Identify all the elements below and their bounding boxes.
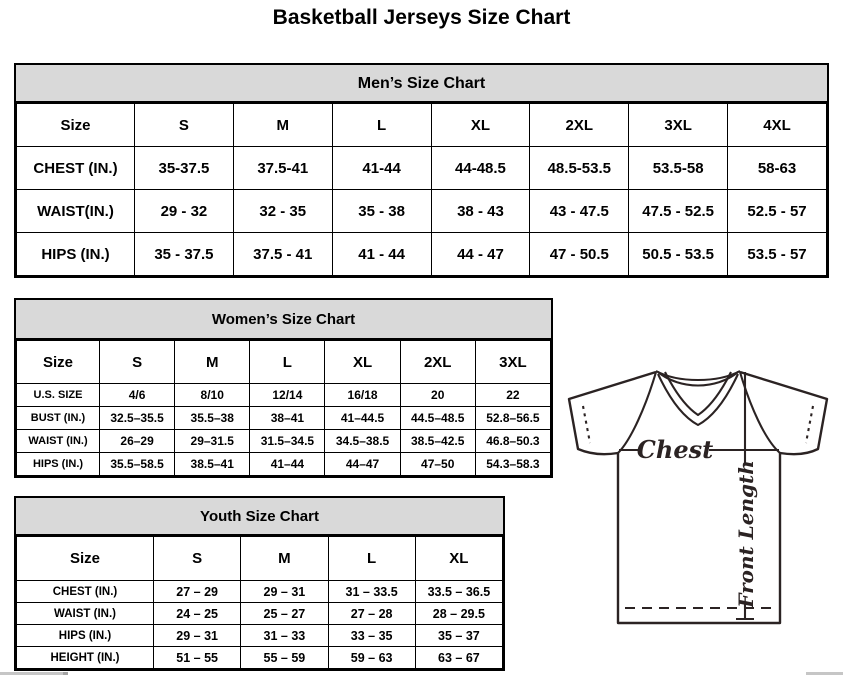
- measurement-value-cell: 47 - 50.5: [530, 233, 629, 276]
- measurement-value-cell: 48.5-53.5: [530, 147, 629, 190]
- measurement-value-cell: 41–44: [250, 453, 325, 476]
- measurement-row: [17, 430, 551, 453]
- measurement-value-cell: 33 – 35: [328, 625, 415, 647]
- measurement-value-cell: 31 – 33: [241, 625, 328, 647]
- size-column-header: 2XL: [530, 104, 629, 147]
- measurement-value-cell: 44 - 47: [431, 233, 530, 276]
- measurement-value-cell: 38.5–41: [175, 453, 250, 476]
- measurement-value-cell: 4/6: [100, 384, 175, 407]
- measurement-value-cell: 44-48.5: [431, 147, 530, 190]
- womens-size-chart-title: Women’s Size Chart: [16, 300, 551, 340]
- measurement-row-label: BUST (IN.): [17, 407, 100, 430]
- measurement-value-cell: 32 - 35: [233, 190, 332, 233]
- size-column-header: L: [250, 341, 325, 384]
- measurement-row-label: WAIST (IN.): [17, 430, 100, 453]
- measurement-value-cell: 35-37.5: [135, 147, 234, 190]
- measurement-value-cell: 47–50: [400, 453, 475, 476]
- horizontal-scrollbar-fragment-right[interactable]: [806, 672, 843, 675]
- measurement-value-cell: 38.5–42.5: [400, 430, 475, 453]
- size-column-header: 2XL: [400, 341, 475, 384]
- measurement-value-cell: 31.5–34.5: [250, 430, 325, 453]
- measurement-value-cell: 33.5 – 36.5: [415, 581, 502, 603]
- measurement-value-cell: 29 – 31: [154, 625, 241, 647]
- measurement-row: [17, 603, 503, 625]
- measurement-value-cell: 43 - 47.5: [530, 190, 629, 233]
- measurement-row-label: HIPS (IN.): [17, 233, 135, 276]
- mens-size-chart-title: Men’s Size Chart: [16, 65, 827, 103]
- left-cuff-stitch-dashed: [583, 406, 590, 443]
- measurement-value-cell: 16/18: [325, 384, 400, 407]
- measurement-value-cell: 35.5–38: [175, 407, 250, 430]
- measurement-value-cell: 41–44.5: [325, 407, 400, 430]
- measurement-value-cell: 59 – 63: [328, 647, 415, 669]
- measurement-value-cell: 51 – 55: [154, 647, 241, 669]
- mens-size-chart-section: [14, 63, 829, 278]
- youth-size-table: [16, 536, 503, 669]
- measurement-row: [17, 147, 827, 190]
- size-column-header: M: [241, 537, 328, 581]
- size-column-header: 4XL: [728, 104, 827, 147]
- measurement-value-cell: 35.5–58.5: [100, 453, 175, 476]
- measurement-value-cell: 35 – 37: [415, 625, 502, 647]
- measurement-value-cell: 31 – 33.5: [328, 581, 415, 603]
- measurement-row: [17, 453, 551, 476]
- jersey-measurement-diagram: [558, 362, 838, 662]
- measurement-value-cell: 63 – 67: [415, 647, 502, 669]
- measurement-row-label: HIPS (IN.): [17, 453, 100, 476]
- size-column-header: S: [100, 341, 175, 384]
- horizontal-scrollbar-fragment-left[interactable]: [0, 672, 68, 675]
- measurement-value-cell: 8/10: [175, 384, 250, 407]
- measurement-value-cell: 29 - 32: [135, 190, 234, 233]
- size-column-header: XL: [415, 537, 502, 581]
- measurement-row-label: HEIGHT (IN.): [17, 647, 154, 669]
- mens-size-table: [16, 103, 827, 276]
- measurement-value-cell: 37.5 - 41: [233, 233, 332, 276]
- size-column-header: 3XL: [629, 104, 728, 147]
- measurement-value-cell: 53.5 - 57: [728, 233, 827, 276]
- measurement-row-label: CHEST (IN.): [17, 147, 135, 190]
- measurement-row: [17, 190, 827, 233]
- column-header-row: [17, 341, 551, 384]
- measurement-value-cell: 35 - 38: [332, 190, 431, 233]
- size-column-header: S: [154, 537, 241, 581]
- front-length-label: Front Length: [734, 460, 758, 608]
- measurement-value-cell: 24 – 25: [154, 603, 241, 625]
- measurement-row-label: WAIST (IN.): [17, 603, 154, 625]
- size-column-header: S: [135, 104, 234, 147]
- measurement-value-cell: 38 - 43: [431, 190, 530, 233]
- measurement-value-cell: 12/14: [250, 384, 325, 407]
- size-column-header: L: [332, 104, 431, 147]
- column-header-row: [17, 104, 827, 147]
- size-column-header: L: [328, 537, 415, 581]
- size-corner-header: Size: [17, 341, 100, 384]
- size-column-header: M: [175, 341, 250, 384]
- measurement-row-label: CHEST (IN.): [17, 581, 154, 603]
- right-cuff-stitch-dashed: [806, 406, 813, 443]
- size-column-header: XL: [325, 341, 400, 384]
- womens-size-chart-section: [14, 298, 553, 478]
- measurement-row: [17, 407, 551, 430]
- measurement-value-cell: 50.5 - 53.5: [629, 233, 728, 276]
- page-title: Basketball Jerseys Size Chart: [272, 6, 571, 29]
- size-corner-header: Size: [17, 104, 135, 147]
- measurement-value-cell: 41-44: [332, 147, 431, 190]
- measurement-value-cell: 29–31.5: [175, 430, 250, 453]
- measurement-value-cell: 27 – 29: [154, 581, 241, 603]
- measurement-value-cell: 26–29: [100, 430, 175, 453]
- measurement-row: [17, 581, 503, 603]
- measurement-value-cell: 46.8–50.3: [475, 430, 550, 453]
- measurement-row-label: WAIST(IN.): [17, 190, 135, 233]
- measurement-value-cell: 27 – 28: [328, 603, 415, 625]
- measurement-value-cell: 58-63: [728, 147, 827, 190]
- measurement-value-cell: 54.3–58.3: [475, 453, 550, 476]
- measurement-value-cell: 52.5 - 57: [728, 190, 827, 233]
- measurement-value-cell: 22: [475, 384, 550, 407]
- youth-size-chart-section: [14, 496, 505, 671]
- measurement-value-cell: 53.5-58: [629, 147, 728, 190]
- measurement-row: [17, 625, 503, 647]
- column-header-row: [17, 537, 503, 581]
- measurement-value-cell: 44–47: [325, 453, 400, 476]
- size-column-header: 3XL: [475, 341, 550, 384]
- measurement-value-cell: 47.5 - 52.5: [629, 190, 728, 233]
- measurement-value-cell: 55 – 59: [241, 647, 328, 669]
- measurement-value-cell: 44.5–48.5: [400, 407, 475, 430]
- measurement-row-label: HIPS (IN.): [17, 625, 154, 647]
- measurement-value-cell: 41 - 44: [332, 233, 431, 276]
- measurement-value-cell: 38–41: [250, 407, 325, 430]
- measurement-value-cell: 52.8–56.5: [475, 407, 550, 430]
- youth-size-chart-title: Youth Size Chart: [16, 498, 503, 536]
- measurement-value-cell: 32.5–35.5: [100, 407, 175, 430]
- measurement-value-cell: 28 – 29.5: [415, 603, 502, 625]
- size-column-header: XL: [431, 104, 530, 147]
- measurement-row-label: U.S. SIZE: [17, 384, 100, 407]
- measurement-row: [17, 233, 827, 276]
- size-column-header: M: [233, 104, 332, 147]
- measurement-value-cell: 37.5-41: [233, 147, 332, 190]
- womens-size-table: [16, 340, 551, 476]
- chest-label: Chest: [636, 435, 714, 464]
- jersey-outline: [569, 372, 827, 623]
- measurement-row: [17, 384, 551, 407]
- measurement-value-cell: 25 – 27: [241, 603, 328, 625]
- measurement-row: [17, 647, 503, 669]
- measurement-value-cell: 29 – 31: [241, 581, 328, 603]
- size-corner-header: Size: [17, 537, 154, 581]
- measurement-value-cell: 35 - 37.5: [135, 233, 234, 276]
- measurement-value-cell: 20: [400, 384, 475, 407]
- measurement-value-cell: 34.5–38.5: [325, 430, 400, 453]
